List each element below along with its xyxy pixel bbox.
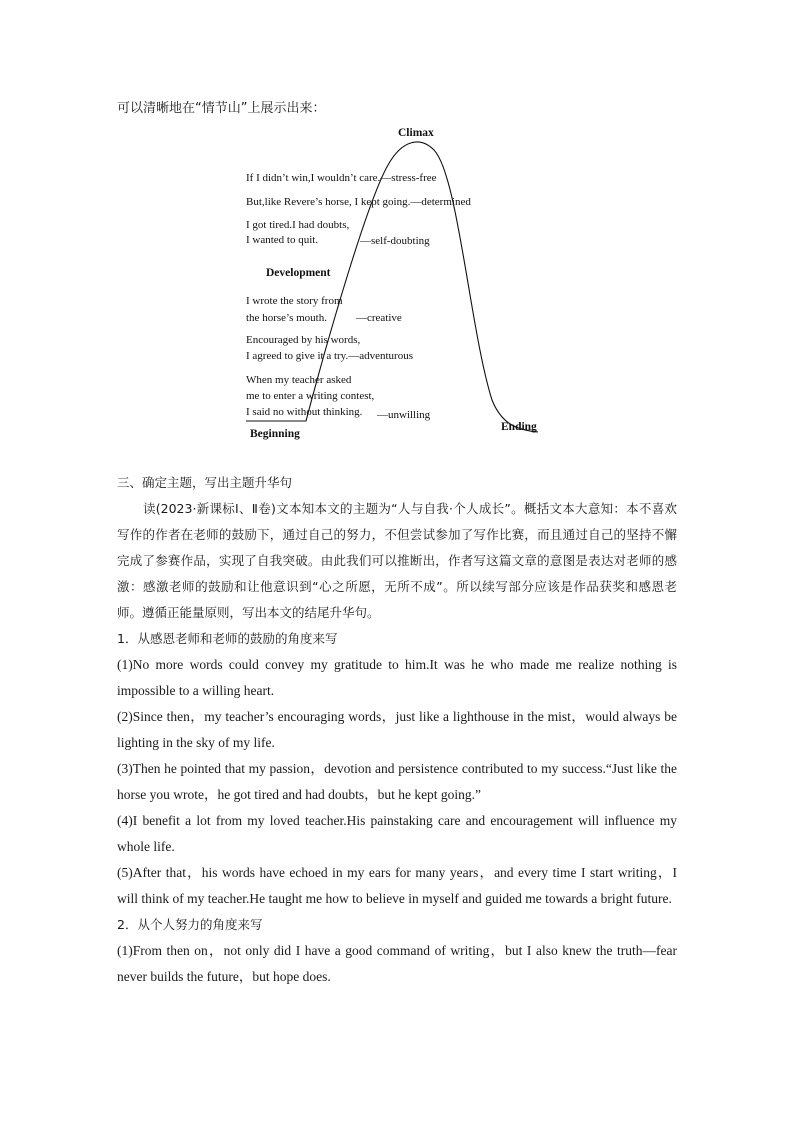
list-item: (1)No more words could convey my gratitude to him.It was he who made me realize nothing is impossible to a willing heart. <box>117 657 677 698</box>
event-self-doubting: —self-doubting <box>360 235 430 247</box>
label-development: Development <box>266 267 331 279</box>
event-story-line2: the horse’s mouth. <box>246 312 327 324</box>
event-creative: —creative <box>356 312 402 324</box>
plot-mountain-diagram <box>0 120 794 450</box>
list-item: (4)I benefit a lot from my loved teacher.His painstaking care and encouragement will influence my whole life. <box>117 813 677 854</box>
event-adventurous: I agreed to give it a try.—adventurous <box>246 350 413 362</box>
event-story-line1: I wrote the story from <box>246 295 343 307</box>
event-encouraged-line1: Encouraged by his words, <box>246 334 361 346</box>
event-tired-line2: I wanted to quit. <box>246 234 319 246</box>
subsection-2-heading: 2．从个人努力的角度来写 <box>117 917 263 932</box>
list-item: (5)After that，his words have echoed in my ears for many years，and every time I start writing，I will think of my teacher.He taught me how to believe in myself and guided me towards a bright future. <box>117 865 677 906</box>
event-tired-line1: I got tired.I had doubts, <box>246 219 350 231</box>
event-unwilling: —unwilling <box>377 409 431 421</box>
event-asked-line1: When my teacher asked <box>246 374 352 386</box>
label-beginning: Beginning <box>250 428 300 440</box>
event-stress-free: If I didn’t win,I wouldn’t care.—stress-free <box>246 172 437 184</box>
event-asked-line3: I said no without thinking. <box>246 406 363 418</box>
event-asked-line2: me to enter a writing contest, <box>246 390 375 402</box>
intro-text: 可以清晰地在“情节山”上展示出来： <box>117 101 326 116</box>
list-item: (3)Then he pointed that my passion，devotion and persistence contributed to my success.“Just like the horse you wrote，he got tired and had doubts，but he kept going.” <box>117 761 677 802</box>
section-heading: 三、确定主题，写出主题升华句 <box>117 475 293 490</box>
event-determined: But,like Revere’s horse, I kept going.—determined <box>246 196 471 208</box>
plot-curve <box>246 142 538 432</box>
list-item: (1)From then on，not only did I have a good command of writing，but I also knew the truth—fear never builds the future，but hope does. <box>117 943 677 984</box>
subsection-1-heading: 1．从感恩老师和老师的鼓励的角度来写 <box>117 631 338 646</box>
label-ending: Ending <box>501 421 537 433</box>
section-3 <box>117 470 677 990</box>
list-item: (2)Since then，my teacher’s encouraging words，just like a lighthouse in the mist，would always be lighting in the sky of my life. <box>117 709 677 750</box>
section-paragraph: 读(2023·新课标Ⅰ、Ⅱ卷)文本知本文的主题为“人与自我·个人成长”。概括文本大意知：本不喜欢写作的作者在老师的鼓励下，通过自己的努力，不但尝试参加了写作比赛，而且通过自己的坚持不懈完成了参赛作品，实现了自我突破。由此我们可以推断出，作者写这篇文章的意图是表达对老师的感激：感激老师的鼓励和让他意识到“心之所愿，无所不成”。所以续写部分应该是作品获奖和感恩老师。遵循正能量原则，写出本文的结尾升华句。 <box>117 501 677 620</box>
label-climax: Climax <box>398 127 434 139</box>
